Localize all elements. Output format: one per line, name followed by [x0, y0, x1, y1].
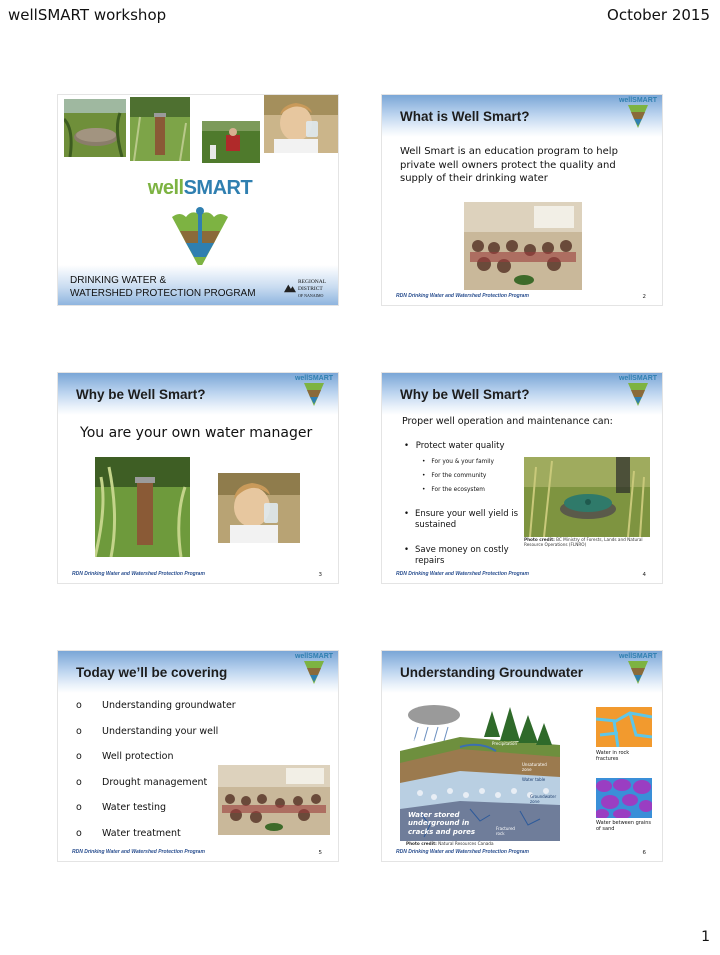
bullet-3	[404, 545, 524, 568]
svg-text:wellSMART: wellSMART	[618, 97, 658, 104]
program-line-1: DRINKING WATER &	[70, 275, 167, 286]
bullet-dot: •	[404, 441, 410, 451]
svg-text:wellSMART: wellSMART	[294, 375, 334, 382]
agenda-item	[76, 726, 236, 752]
sub-bullet-2-text: For the community	[431, 473, 487, 479]
photo-rock-fractures	[596, 707, 652, 747]
photo-credit	[406, 841, 556, 846]
label-water-table: Water table	[522, 777, 546, 782]
photo-credit-text: BC Ministry of Forests, Lands and Natural Resource Operations (FLNRO)	[524, 537, 643, 548]
circle-bullet-icon: o	[76, 700, 82, 711]
bullet-1-text: Protect water quality	[415, 441, 505, 451]
logo-well-text: well	[147, 177, 184, 199]
slide-title: Understanding Groundwater	[400, 665, 584, 680]
svg-text:wellSMART: wellSMART	[618, 653, 658, 660]
photo-credit-label: Photo credit:	[524, 537, 555, 542]
svg-text:wellSMART: wellSMART	[294, 653, 334, 660]
slide-title: Today we’ll be covering	[76, 665, 228, 680]
agenda-item-text: Water testing	[102, 802, 167, 814]
agenda-item	[76, 777, 236, 803]
svg-text:wellSMART: wellSMART	[618, 375, 658, 382]
slide-number: 2	[642, 294, 646, 300]
rdn-line-1: REGIONAL	[298, 279, 327, 285]
wellsmart-logo	[144, 177, 256, 273]
photo-credit-text: Natural Resources Canada	[438, 841, 494, 846]
slide-footer: RDN Drinking Water and Watershed Protection Program	[72, 849, 205, 855]
label-infiltration: Infiltration	[402, 737, 423, 742]
photo-well-pipe	[130, 97, 190, 161]
label-fractured-rock: Fractured rock	[496, 826, 515, 836]
label-rock-fractures: Water in rock fractures	[596, 750, 630, 763]
photo-child-drinking	[264, 95, 338, 153]
circle-bullet-icon: o	[76, 725, 82, 737]
circle-bullet-icon: o	[76, 751, 82, 763]
header-left: wellSMART workshop	[8, 6, 167, 24]
bullet-dot: •	[404, 509, 410, 519]
bullet-1	[404, 441, 504, 451]
photo-wellhead-in-grass	[524, 457, 650, 537]
rdn-line-3: OF NANAIMO	[298, 293, 324, 298]
label-unsaturated-zone: Unsaturated zone	[522, 762, 547, 772]
photo-credit-label: Photo credit:	[406, 841, 437, 846]
agenda-item-text: Understanding groundwater	[102, 700, 236, 711]
slide-footer: RDN Drinking Water and Watershed Protection Program	[396, 571, 529, 577]
program-line-2: WATERSHED PROTECTION PROGRAM	[70, 288, 256, 299]
circle-bullet-icon: o	[76, 776, 82, 788]
sub-bullet-3-text: For the ecosystem	[431, 487, 485, 493]
sub-bullet-2: • For the community	[422, 473, 487, 479]
slide-4	[381, 372, 663, 584]
photo-water-testing	[202, 121, 260, 163]
slide-6	[381, 650, 663, 862]
wellsmart-corner-logo-icon	[616, 95, 660, 131]
groundwater-diagram	[400, 701, 560, 841]
photo-well-pipe	[95, 457, 190, 557]
slide-number: 6	[642, 850, 646, 856]
rdn-line-2: DISTRICT	[298, 286, 323, 292]
diagram-caption: Water stored underground in cracks and pores	[408, 811, 476, 836]
slide-footer: RDN Drinking Water and Watershed Protection Program	[396, 849, 529, 855]
sub-bullet-1: • For you & your family	[422, 459, 494, 465]
slide-footer: RDN Drinking Water and Watershed Protection Program	[396, 293, 529, 299]
agenda-item	[76, 751, 236, 777]
bullet-2	[404, 509, 524, 532]
agenda-list	[76, 700, 236, 854]
slide-2	[381, 94, 663, 306]
photo-sand-grains	[596, 778, 652, 818]
slide-1	[57, 94, 339, 306]
slide-title: What is Well Smart?	[400, 109, 530, 124]
sub-bullet-1-text: For you & your family	[431, 459, 494, 465]
bullet-3-text: Save money on costly repairs	[415, 545, 509, 567]
slide-footer: RDN Drinking Water and Watershed Protection Program	[72, 571, 205, 577]
wellsmart-corner-logo-icon	[292, 651, 336, 687]
photo-workshop-audience	[464, 202, 582, 290]
logo-smart-text: SMART	[183, 177, 253, 199]
agenda-item	[76, 802, 236, 828]
photo-workshop-audience	[218, 765, 330, 835]
slide-body: Well Smart is an education program to help private well owners protect the quality and supply of their drinking water	[400, 146, 618, 184]
slide-3	[57, 372, 339, 584]
rdn-mountain-icon	[284, 281, 296, 295]
label-precipitation: Precipitation	[492, 741, 518, 746]
wellsmart-corner-logo-icon	[292, 373, 336, 409]
photo-credit	[524, 537, 654, 548]
slide-title: Why be Well Smart?	[76, 387, 206, 402]
slide-number: 5	[318, 850, 322, 856]
bullet-dot: •	[404, 545, 410, 555]
circle-bullet-icon: o	[76, 802, 82, 814]
slide-number: 4	[642, 572, 646, 578]
slide-5	[57, 650, 339, 862]
slide-number: 3	[318, 572, 322, 578]
sub-bullet-3: • For the ecosystem	[422, 487, 485, 493]
agenda-item	[76, 700, 236, 726]
circle-bullet-icon: o	[76, 827, 82, 839]
agenda-item-text: Well protection	[102, 751, 174, 763]
agenda-item-text: Drought management	[102, 776, 208, 788]
photo-child-drinking	[218, 473, 300, 543]
photo-wellhead-lid	[64, 99, 126, 157]
label-groundwater-zone: Groundwater zone	[530, 794, 557, 804]
label-sand-grains: Water between grains of sand	[596, 820, 652, 833]
page-number: 1	[701, 929, 710, 945]
agenda-item-text: Understanding your well	[102, 725, 219, 737]
agenda-item-text: Water treatment	[102, 827, 181, 839]
rdn-logo	[284, 279, 336, 301]
wellsmart-corner-logo-icon	[616, 373, 660, 409]
bullet-2-text: Ensure your well yield is sustained	[415, 509, 519, 531]
header-right: October 2015	[607, 6, 710, 24]
slide-intro: Proper well operation and maintenance can:	[402, 416, 613, 427]
logo-triangle-icon	[170, 205, 230, 271]
wellsmart-corner-logo-icon	[616, 651, 660, 687]
slide-body: You are your own water manager	[80, 425, 313, 441]
slide-title: Why be Well Smart?	[400, 387, 530, 402]
